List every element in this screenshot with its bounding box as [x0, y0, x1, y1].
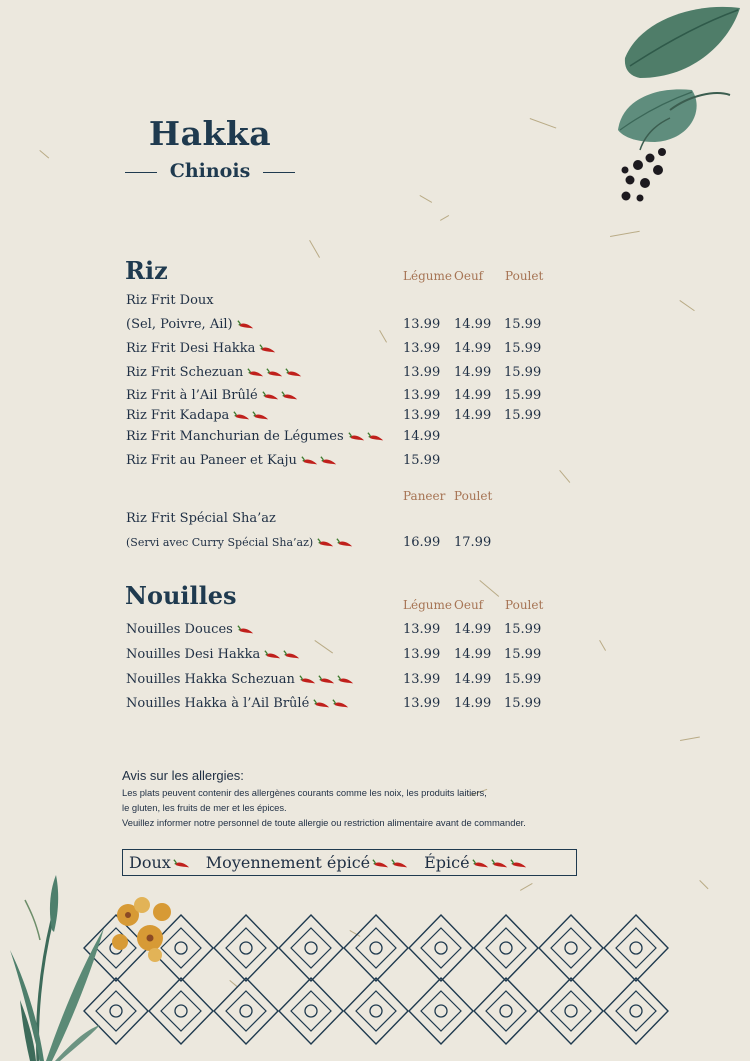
- column-header: Poulet: [454, 489, 493, 503]
- column-header: Oeuf: [454, 598, 484, 612]
- menu-item: [126, 427, 384, 447]
- paper-fiber: [39, 150, 49, 158]
- spice-level: [297, 672, 354, 687]
- legend-label: Épicé: [424, 853, 470, 872]
- chili-pepper-icon: [237, 319, 254, 331]
- chili-pepper-icon: [283, 649, 300, 661]
- chili-pepper-icon: [336, 537, 353, 549]
- menu-item: [126, 339, 276, 359]
- spice-level: [245, 365, 302, 380]
- divider-right: [263, 172, 295, 173]
- chili-pepper-icon: [259, 343, 276, 355]
- diamond-motif: [344, 915, 408, 981]
- menu-item: [126, 694, 349, 714]
- menu-item: [126, 451, 337, 471]
- paper-fiber: [610, 231, 640, 237]
- menu-item-price: 15.99: [504, 696, 542, 711]
- spice-level: [257, 341, 276, 356]
- diamond-motif: [474, 915, 538, 981]
- menu-item: [126, 645, 300, 665]
- page-title: Hakka: [148, 114, 272, 153]
- chili-pepper-icon: [173, 858, 190, 870]
- diamond-motif: [539, 915, 603, 981]
- paper-fiber: [440, 215, 449, 221]
- menu-item-price: 15.99: [504, 672, 542, 687]
- menu-item-price: 14.99: [454, 672, 492, 687]
- menu-item: [126, 363, 302, 383]
- column-header: Oeuf: [454, 269, 484, 283]
- chili-pepper-icon: [348, 431, 365, 443]
- allergy-heading: Avis sur les allergies:: [122, 768, 244, 783]
- menu-item-price: 14.99: [454, 696, 492, 711]
- section-title-nouilles: Nouilles: [125, 581, 237, 610]
- spice-level: [260, 388, 298, 403]
- menu-item-price: 15.99: [504, 317, 542, 332]
- menu-item-price: 16.99: [403, 535, 441, 550]
- chili-pepper-icon: [264, 649, 281, 661]
- menu-item: [126, 620, 254, 640]
- chili-pepper-icon: [510, 858, 527, 870]
- allergy-notice: [122, 768, 526, 830]
- diamond-motif: [604, 915, 668, 981]
- chili-pepper-icon: [472, 858, 489, 870]
- leaf-illustration-top: [600, 0, 750, 215]
- legend-entry: [418, 853, 526, 872]
- menu-item-price: 15.99: [504, 622, 542, 637]
- spice-level: [231, 408, 269, 423]
- column-header: Poulet: [505, 269, 544, 283]
- diamond-motif: [604, 978, 668, 1044]
- chili-pepper-icon: [337, 674, 354, 686]
- diamond-motif: [539, 978, 603, 1044]
- menu-item-price: 14.99: [454, 341, 492, 356]
- paper-fiber: [314, 640, 333, 653]
- diamond-motif: [344, 978, 408, 1044]
- diamond-motif: [279, 915, 343, 981]
- paper-fiber: [420, 195, 433, 203]
- menu-item-name: Nouilles Hakka Schezuan: [126, 672, 295, 687]
- paper-fiber: [680, 737, 700, 741]
- menu-item-price: 15.99: [504, 408, 542, 423]
- chili-pepper-icon: [247, 367, 264, 379]
- menu-item-name: Riz Frit Manchurian de Légumes: [126, 429, 344, 444]
- menu-item-price: 14.99: [403, 429, 441, 444]
- chili-pepper-icon: [266, 367, 283, 379]
- chili-pepper-icon: [318, 674, 335, 686]
- menu-item: [126, 533, 353, 553]
- menu-item-price: 17.99: [454, 535, 492, 550]
- paper-fiber: [599, 640, 606, 651]
- chili-pepper-icon: [367, 431, 384, 443]
- chili-pepper-icon: [233, 410, 250, 422]
- allergy-line: Les plats peuvent contenir des allergènes courants comme les noix, les produits laitiers,: [122, 787, 487, 798]
- menu-item: [126, 291, 214, 311]
- chili-pepper-icon: [252, 410, 269, 422]
- chili-pepper-icon: [391, 858, 408, 870]
- paper-fiber: [520, 883, 533, 891]
- spice-level: [235, 622, 254, 637]
- menu-item-price: 13.99: [403, 341, 441, 356]
- spice-legend: [122, 849, 577, 876]
- menu-item-price: 15.99: [504, 388, 542, 403]
- page-subtitle: Chinois: [169, 160, 251, 182]
- spice-level: [235, 317, 254, 332]
- chili-pepper-icon: [332, 698, 349, 710]
- column-header: Paneer: [403, 489, 446, 503]
- allergy-line: Veuillez informer notre personnel de toute allergie ou restriction alimentaire avant de commander.: [122, 817, 526, 828]
- chili-pepper-icon: [285, 367, 302, 379]
- paper-fiber: [699, 880, 708, 889]
- menu-item-price: 14.99: [454, 622, 492, 637]
- chili-pepper-icon: [317, 537, 334, 549]
- diamond-motif: [279, 978, 343, 1044]
- paper-fiber: [309, 240, 320, 258]
- menu-item: [126, 670, 354, 690]
- spice-level: [315, 536, 353, 549]
- menu-item-price: 14.99: [454, 647, 492, 662]
- menu-item-price: 13.99: [403, 622, 441, 637]
- menu-item-price: 14.99: [454, 365, 492, 380]
- spice-level: [262, 647, 300, 662]
- paper-fiber: [559, 470, 570, 483]
- diamond-motif: [214, 915, 278, 981]
- chili-pepper-icon: [301, 455, 318, 467]
- menu-item: [126, 509, 276, 529]
- menu-item-price: 14.99: [454, 408, 492, 423]
- column-header: Légume: [403, 269, 452, 283]
- column-header: Légume: [403, 598, 452, 612]
- column-header: Poulet: [505, 598, 544, 612]
- menu-item-name: Riz Frit Spécial Sha’az: [126, 511, 276, 526]
- legend-entry: [200, 853, 408, 872]
- menu-item-price: 13.99: [403, 408, 441, 423]
- paper-fiber: [379, 330, 387, 343]
- subtitle-block: [125, 160, 295, 186]
- chili-pepper-icon: [320, 455, 337, 467]
- menu-item-name: Riz Frit à l’Ail Brûlé: [126, 388, 258, 403]
- menu-item-name: Nouilles Desi Hakka: [126, 647, 261, 662]
- menu-item-price: 13.99: [403, 388, 441, 403]
- menu-item-price: 15.99: [403, 453, 441, 468]
- menu-item-name: Riz Frit Kadapa: [126, 408, 230, 423]
- spice-level: [299, 453, 337, 468]
- menu-item-name: Nouilles Douces: [126, 622, 233, 637]
- menu-item-price: 14.99: [454, 388, 492, 403]
- diamond-motif: [474, 978, 538, 1044]
- menu-item-price: 13.99: [403, 672, 441, 687]
- plant-illustration-bottom: [0, 870, 190, 1061]
- paper-fiber: [679, 300, 694, 311]
- menu-item-name: Riz Frit au Paneer et Kaju: [126, 453, 297, 468]
- chili-pepper-icon: [299, 674, 316, 686]
- chili-pepper-icon: [491, 858, 508, 870]
- spice-level: [311, 696, 349, 711]
- legend-label: Moyennement épicé: [205, 853, 371, 872]
- section-title-riz: Riz: [125, 256, 168, 285]
- spice-level: [346, 429, 384, 444]
- menu-item-name: Riz Frit Schezuan: [126, 365, 244, 380]
- menu-item: [126, 386, 298, 406]
- diamond-motif: [409, 978, 473, 1044]
- chili-pepper-icon: [372, 858, 389, 870]
- menu-item-price: 13.99: [403, 317, 441, 332]
- menu-item-price: 13.99: [403, 365, 441, 380]
- menu-item: [126, 406, 269, 426]
- diamond-motif: [214, 978, 278, 1044]
- legend-label: Doux: [129, 853, 171, 872]
- menu-item-price: 13.99: [403, 647, 441, 662]
- allergy-text: [122, 785, 526, 830]
- menu-item-price: 13.99: [403, 696, 441, 711]
- menu-item-price: 14.99: [454, 317, 492, 332]
- paper-fiber: [530, 118, 557, 129]
- menu-item-price: 15.99: [504, 647, 542, 662]
- menu-item-name: (Sel, Poivre, Ail): [126, 317, 233, 332]
- menu-item-price: 15.99: [504, 341, 542, 356]
- chili-pepper-icon: [237, 624, 254, 636]
- diamond-motif: [409, 915, 473, 981]
- chili-pepper-icon: [313, 698, 330, 710]
- menu-item-name: Nouilles Hakka à l’Ail Brûlé: [126, 696, 310, 711]
- menu-item: [126, 315, 254, 335]
- menu-item-name: (Servi avec Curry Spécial Sha’az): [126, 536, 314, 549]
- paper-fiber: [479, 580, 499, 597]
- allergy-line: le gluten, les fruits de mer et les épices.: [122, 802, 287, 813]
- menu-item-price: 15.99: [504, 365, 542, 380]
- menu-item-name: Riz Frit Doux: [126, 293, 214, 308]
- menu-item-name: Riz Frit Desi Hakka: [126, 341, 256, 356]
- chili-pepper-icon: [262, 390, 279, 402]
- chili-pepper-icon: [281, 390, 298, 402]
